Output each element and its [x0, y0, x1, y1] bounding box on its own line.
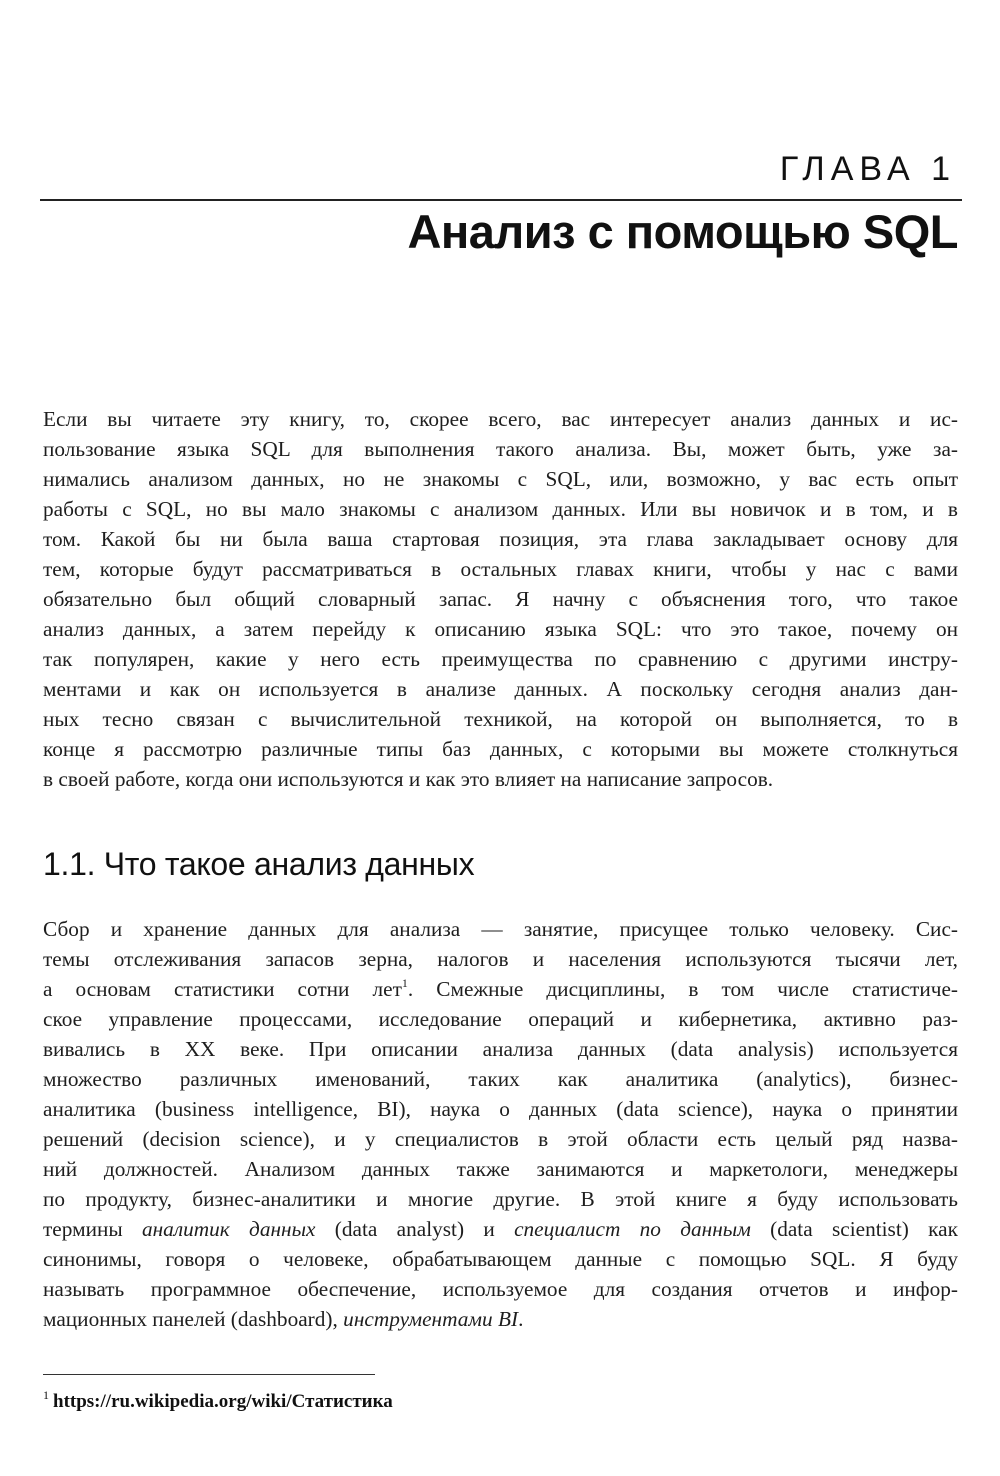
- footnote-ref[interactable]: 1: [401, 976, 408, 990]
- text-line: называть программное обеспечение, используемое для создания отчетов и инфор-: [43, 1277, 958, 1301]
- text-line: решений (decision science), и у специалистов в этой области есть целый ряд назва-: [43, 1127, 958, 1151]
- text-line: аналитика (business intelligence, BI), наука о данных (data science), наука о принятии: [43, 1097, 958, 1121]
- italic-term: аналитик данных: [141, 1217, 316, 1241]
- text-line: вивались в XX веке. При описании анализа данных (data analysis) используется: [43, 1037, 958, 1061]
- text-line: множество различных именований, таких как аналитика (analytics), бизнес-: [43, 1067, 958, 1091]
- text-line: мационных панелей (dashboard), инструментами BI.: [43, 1307, 524, 1331]
- text-line: так популярен, какие у него есть преимущества по сравнению с другими инстру-: [43, 647, 958, 671]
- text-line: ментами и как он используется в анализе данных. А поскольку сегодня анализ дан-: [43, 677, 958, 701]
- text-line: конце я рассмотрю различные типы баз данных, с которыми вы можете столкнуться: [43, 737, 958, 761]
- text-line: в своей работе, когда они используются и как это влияет на написание запросов.: [43, 767, 774, 791]
- text-line: Если вы читаете эту книгу, то, скорее всего, вас интересует анализ данных и ис-: [43, 407, 958, 431]
- text-line: а основам статистики сотни лет$^1$. Смежные дисциплины, в том числе статистиче-: [43, 976, 958, 1001]
- text-line: нимались анализом данных, но не знакомы с SQL, или, возможно, у вас есть опыт: [43, 467, 958, 491]
- chapter-title: Анализ с помощью SQL: [407, 205, 958, 258]
- italic-term: специалист по данным: [514, 1217, 751, 1241]
- text-line: темы отслеживания запасов зерна, налогов и населения используются тысячи лет,: [43, 947, 958, 971]
- section-paragraph: [43, 914, 958, 1334]
- italic-term: инструментами BI: [343, 1307, 519, 1331]
- text-line: Сбор и хранение данных для анализа — занятие, присущее только человеку. Сис-: [43, 917, 958, 941]
- footnote: [43, 1388, 393, 1413]
- footnote-marker: 1: [43, 1388, 49, 1402]
- text-line: анализ данных, а затем перейду к описанию языка SQL: что это такое, почему он: [43, 617, 958, 641]
- text-line: обязательно был общий словарный запас. Я начну с объяснения того, что такое: [43, 587, 958, 611]
- chapter-label: ГЛАВА 1: [779, 150, 956, 188]
- text-line: пользование языка SQL для выполнения такого анализа. Вы, может быть, уже за-: [43, 437, 958, 461]
- chapter-rule: [40, 199, 962, 201]
- section-heading: 1.1. Что такое анализ данных: [43, 846, 475, 882]
- intro-paragraph: [43, 404, 958, 794]
- text-line: ных тесно связан с вычислительной техникой, на которой он выполняется, то в: [43, 707, 958, 731]
- text-line: тем, которые будут рассматриваться в остальных главах книги, чтобы у нас с вами: [43, 557, 958, 581]
- text-line: ское управление процессами, исследование операций и кибернетика, активно раз-: [43, 1007, 958, 1031]
- text-line: работы с SQL, но вы мало знакомы с анализом данных. Или вы новичок и в том, и в: [43, 497, 958, 521]
- text-line: термины аналитик данных (data analyst) и специалист по данным (data scientist) как: [43, 1217, 958, 1241]
- text-line: по продукту, бизнес-аналитики и многие другие. В этой книге я буду использовать: [43, 1187, 958, 1211]
- footnote-link[interactable]: https://ru.wikipedia.org/wiki/Статистика: [53, 1391, 393, 1412]
- text-line: том. Какой бы ни была ваша стартовая позиция, эта глава закладывает основу для: [43, 527, 958, 551]
- text-line: синонимы, говоря о человеке, обрабатывающем данные с помощью SQL. Я буду: [43, 1247, 958, 1271]
- text-line: ний должностей. Анализом данных также занимаются и маркетологи, менеджеры: [43, 1157, 958, 1181]
- footnote-rule: [43, 1374, 375, 1375]
